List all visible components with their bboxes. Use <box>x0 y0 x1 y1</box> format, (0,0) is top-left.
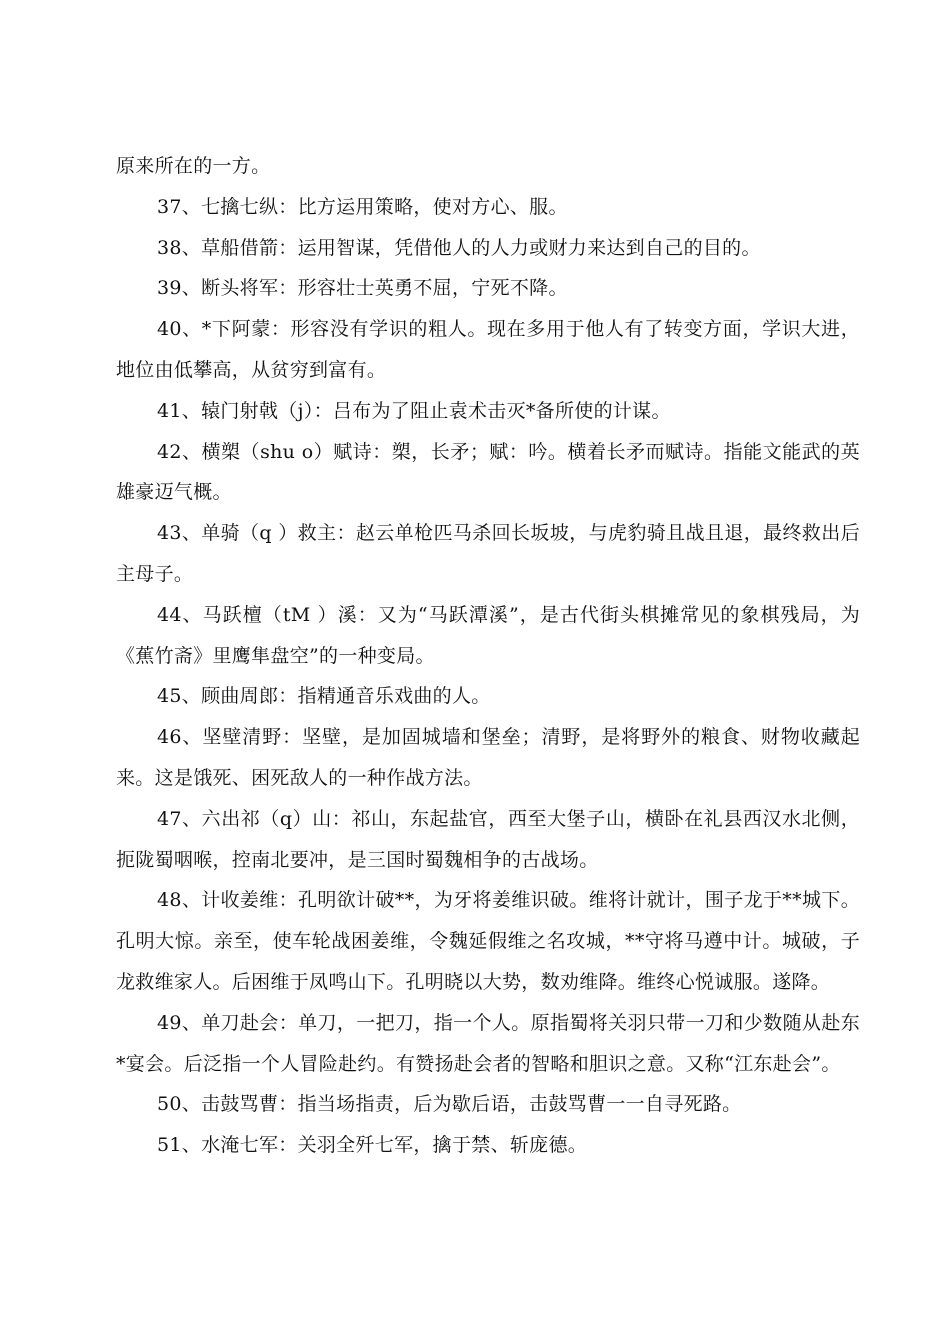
paragraph-item-48: 48、计收姜维：孔明欲计破**，为牙将姜维识破。维将计就计，围子龙于**城下。孔明大惊。亲至，使车轮战困姜维，令魏延假维之名攻城，**守将马遵中计。城破，子龙救维家人。后困维于凤鸣山下。孔明晓以大势，数劝维降。维终心悦诚服。遂降。 <box>116 889 860 993</box>
paragraph-item-51: 51、水淹七军：关羽全歼七军，擒于禁、斩庞德。 <box>157 1134 588 1157</box>
paragraph-item-43: 43、单骑（q ）救主：赵云单枪匹马杀回长坂坡，与虎豹骑且战且退，最终救出后主母子。 <box>116 522 860 585</box>
paragraph-item-38: 38、草船借箭：运用智谋，凭借他人的人力或财力来达到自己的目的。 <box>157 236 761 259</box>
paragraph-item-49: 49、单刀赴会：单刀，一把刀，指一个人。原指蜀将关羽只带一刀和少数随从赴东*宴会。后泛指一个人冒险赴约。有赞扬赴会者的智略和胆识之意。又称“江东赴会”。 <box>116 1011 860 1075</box>
document-body <box>116 146 860 1166</box>
paragraph-item-45: 45、顾曲周郎：指精通音乐戏曲的人。 <box>157 685 491 708</box>
paragraph-item-41: 41、辕门射戟（j）：吕布为了阻止袁术击灭*备所使的计谋。 <box>157 399 671 422</box>
paragraph-item-44: 44、马跃檀（tM ）溪：又为“马跃潭溪”，是古代街头棋摊常见的象棋残局，为《蕉竹斋》里鹰隼盘空”的一种变局。 <box>116 603 860 667</box>
paragraph-item-39: 39、断头将军：形容壮士英勇不屈，宁死不降。 <box>157 277 568 300</box>
paragraph-item-42: 42、横槊（shu o）赋诗：槊，长矛；赋：吟。横着长矛而赋诗。指能文能武的英雄豪迈气概。 <box>116 440 860 504</box>
paragraph-item-37: 37、七擒七纵：比方运用策略，使对方心、服。 <box>157 195 568 218</box>
paragraph-item-47: 47、六出祁（q）山：祁山，东起盐官，西至大堡子山，横卧在礼县西汉水北侧，扼陇蜀咽喉，控南北要冲，是三国时蜀魏相争的古战场。 <box>116 807 860 871</box>
paragraph-item-40: 40、*下阿蒙：形容没有学识的粗人。现在多用于他人有了转变方面，学识大进，地位由低攀高，从贫穷到富有。 <box>116 318 860 381</box>
paragraph-item-50: 50、击鼓骂曹：指当场指责，后为歇后语，击鼓骂曹一一自寻死路。 <box>157 1093 742 1116</box>
paragraph-continuation: 原来所在的一方。 <box>116 155 271 177</box>
paragraph-item-46: 46、坚壁清野：坚壁，是加固城墙和堡垒；清野，是将野外的粮食、财物收藏起来。这是饿死、困死敌人的一种作战方法。 <box>116 726 860 789</box>
